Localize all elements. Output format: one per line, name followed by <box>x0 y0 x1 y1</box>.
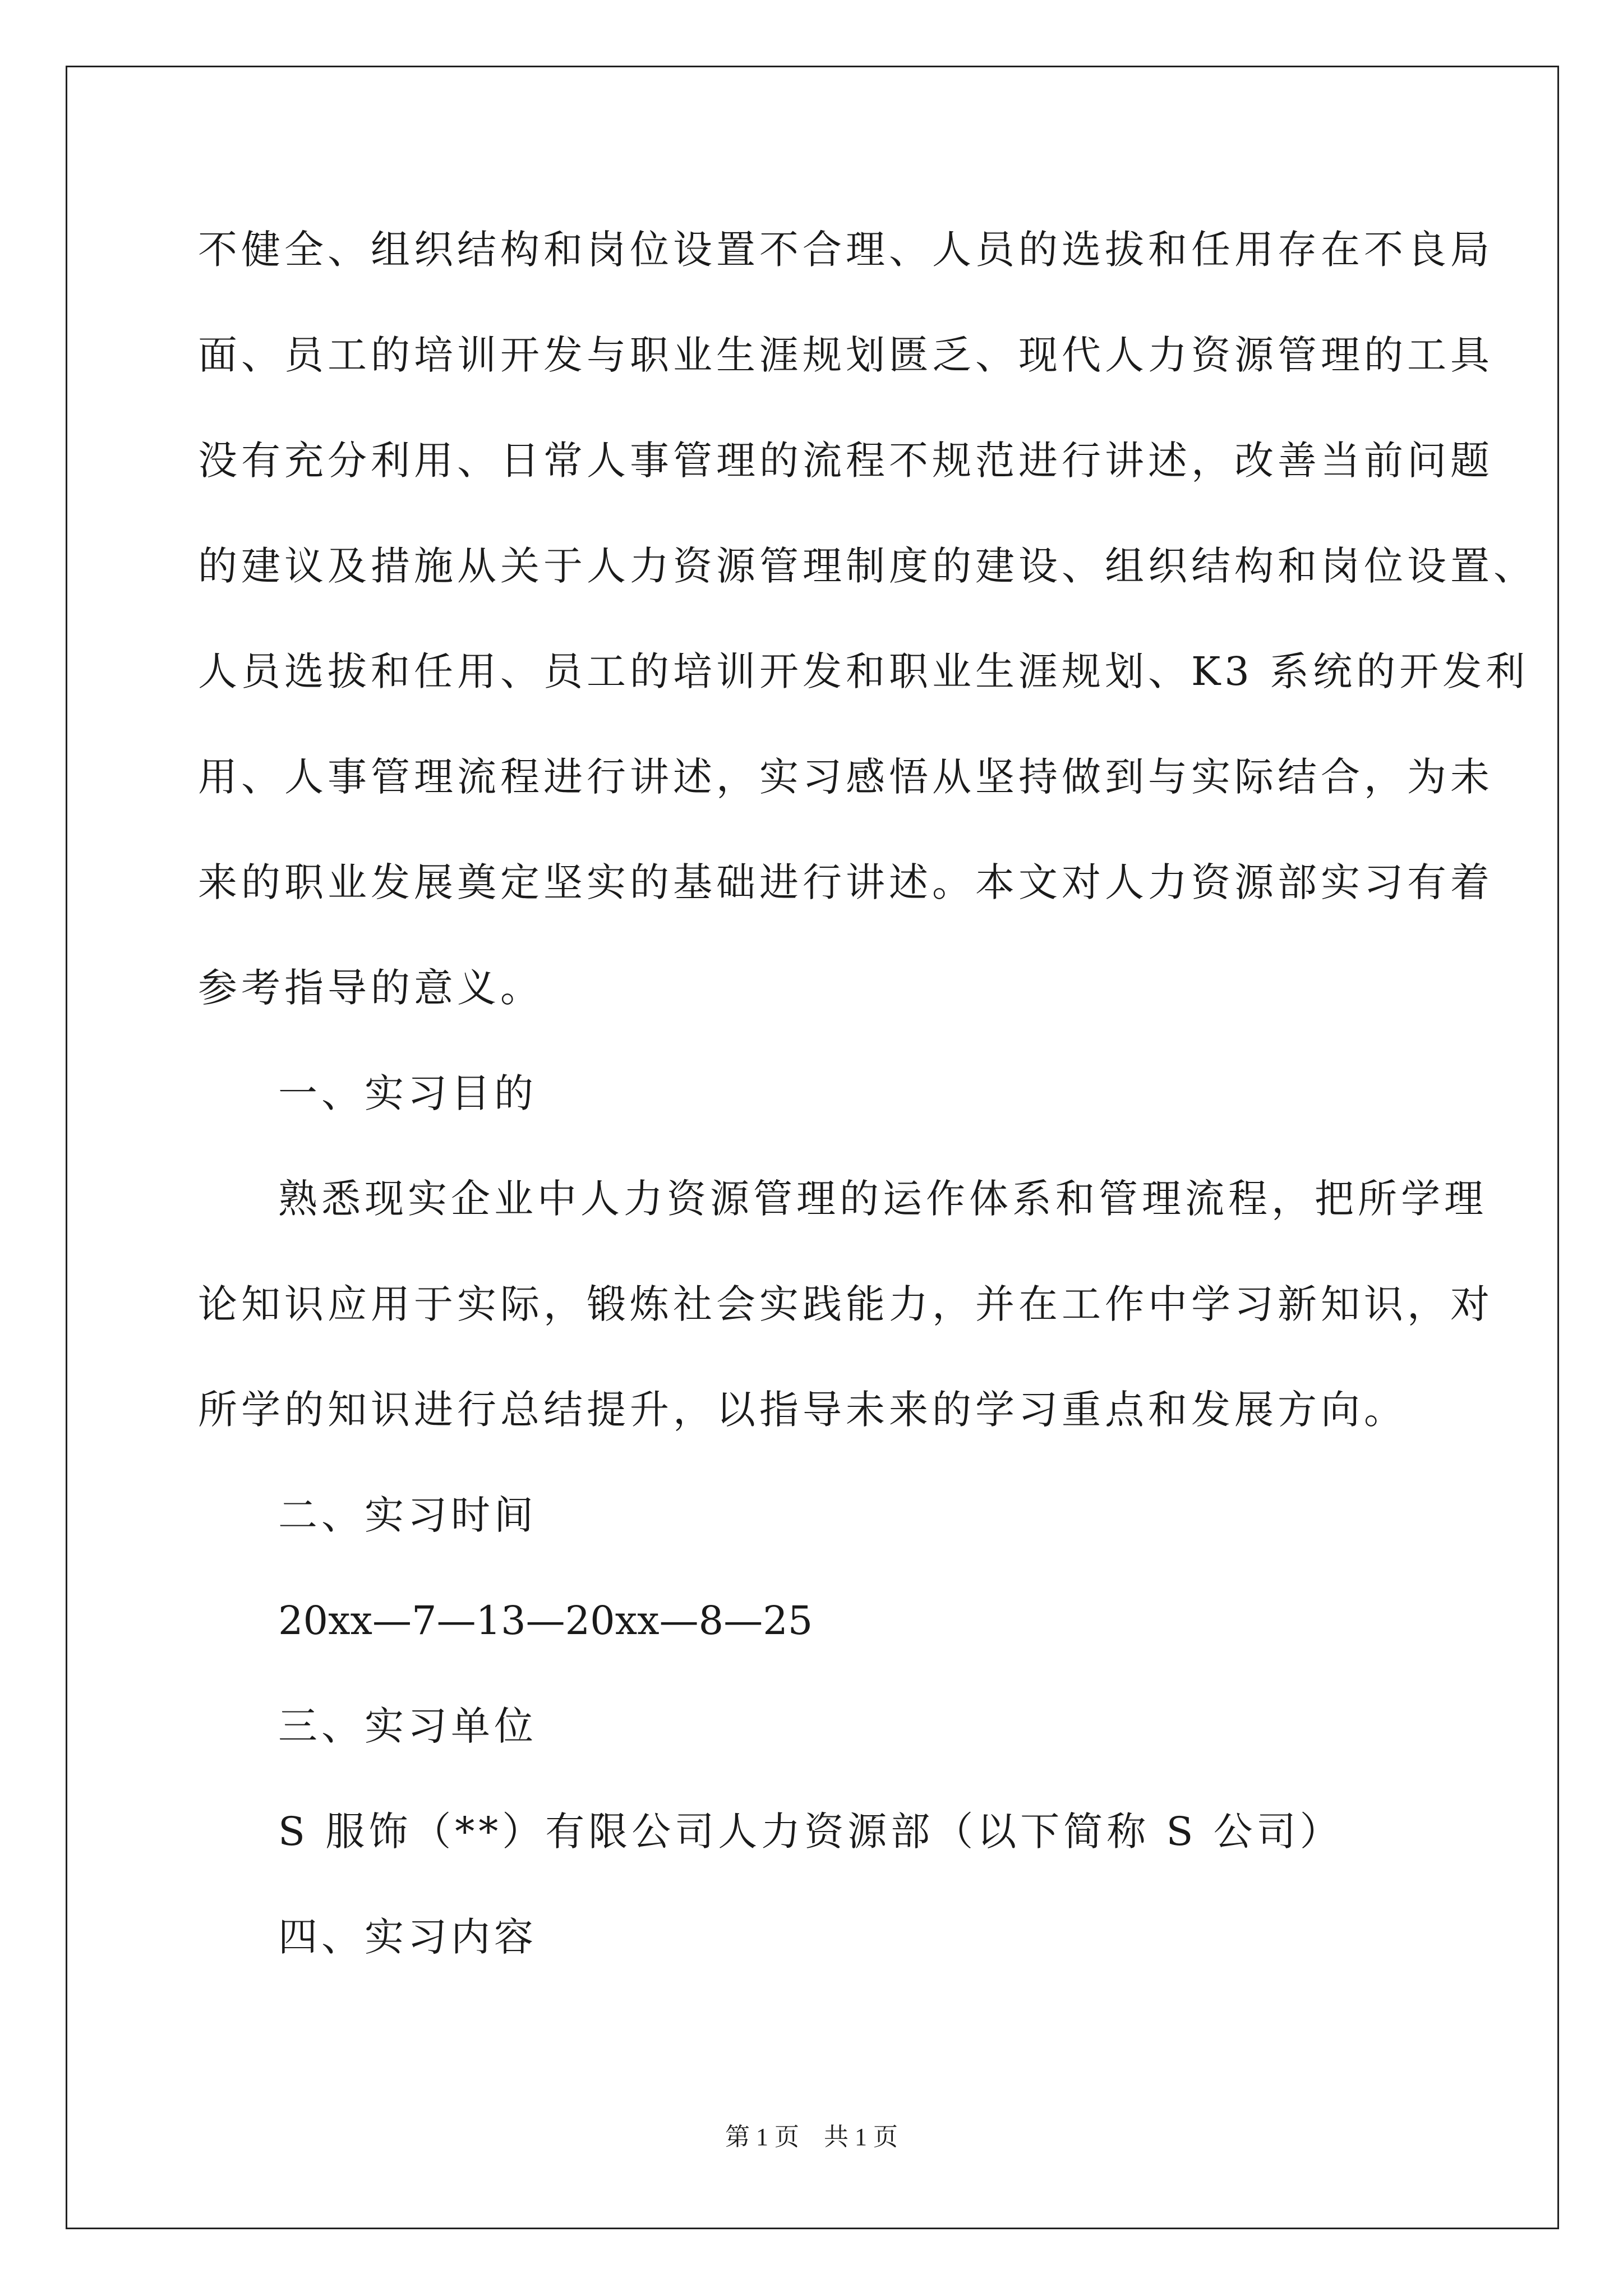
body-line: 所学的知识进行总结提升，以指导未来的学习重点和发展方向。 <box>198 1387 1407 1433</box>
section-heading: 二、实习时间 <box>278 1492 537 1538</box>
body-line: 参考指导的意义。 <box>198 965 543 1011</box>
body-line: 用、人事管理流程进行讲述，实习感悟从坚持做到与实际结合，为未 <box>198 754 1493 800</box>
section-heading: 一、实习目的 <box>278 1070 537 1116</box>
body-line: S 服饰（**）有限公司人力资源部（以下简称 S 公司） <box>278 1809 1343 1855</box>
body-line: 不健全、组织结构和岗位设置不合理、人员的选拔和任用存在不良局 <box>198 227 1493 273</box>
body-line: 没有充分利用、日常人事管理的流程不规范进行讲述，改善当前问题 <box>198 438 1493 484</box>
body-line: 面、员工的培训开发与职业生涯规划匮乏、现代人力资源管理的工具 <box>198 332 1493 378</box>
section-heading: 三、实习单位 <box>278 1703 537 1749</box>
body-line: 来的职业发展奠定坚实的基础进行讲述。本文对人力资源部实习有着 <box>198 859 1493 905</box>
body-line: 人员选拔和任用、员工的培训开发和职业生涯规划、K3 系统的开发利 <box>198 648 1529 694</box>
section-heading: 四、实习内容 <box>278 1914 537 1960</box>
page-number: 第 1 页 共 1 页 <box>725 2123 898 2151</box>
body-line: 论知识应用于实际，锻炼社会实践能力，并在工作中学习新知识，对 <box>198 1281 1493 1327</box>
body-line: 20xx—7—13—20xx—8—25 <box>278 1598 813 1644</box>
body-line: 的建议及措施从关于人力资源管理制度的建设、组织结构和岗位设置、 <box>198 543 1537 589</box>
body-line: 熟悉现实企业中人力资源管理的运作体系和管理流程，把所学理 <box>278 1176 1487 1222</box>
